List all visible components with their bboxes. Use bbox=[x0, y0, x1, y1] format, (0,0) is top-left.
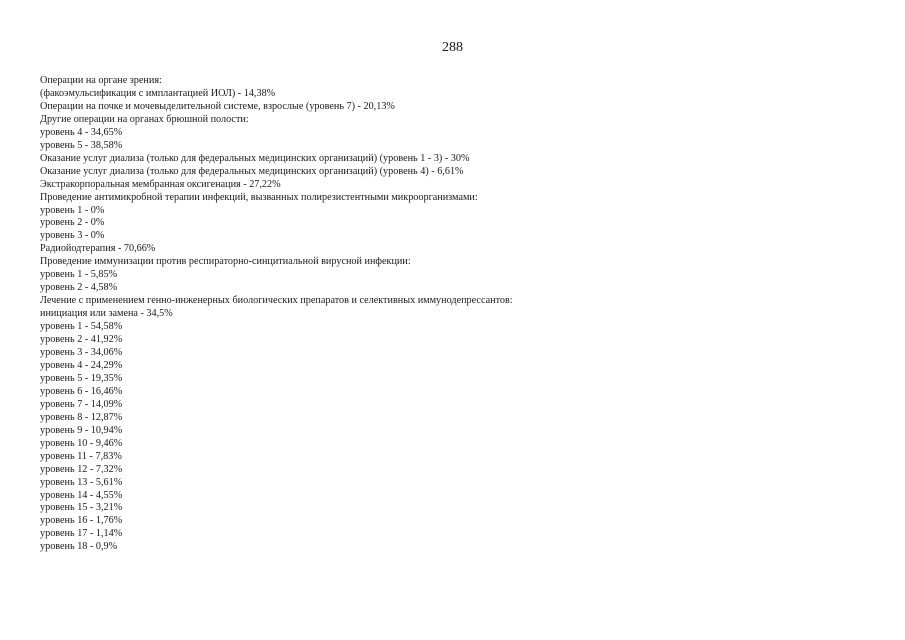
page-number: 288 bbox=[442, 40, 463, 55]
text-line: Экстракорпоральная мембранная оксигенация - 27,22% bbox=[40, 178, 281, 190]
text-line: уровень 7 - 14,09% bbox=[40, 398, 123, 410]
text-line: Проведение антимикробной терапии инфекций, вызванных полирезистентными микроорганизмами: bbox=[40, 191, 478, 203]
text-line: уровень 3 - 34,06% bbox=[40, 347, 123, 359]
text-line: уровень 17 - 1,14% bbox=[40, 528, 123, 540]
text-line: уровень 12 - 7,32% bbox=[40, 463, 123, 475]
text-line: Проведение иммунизации против респираторно-синцитиальной вирусной инфекции: bbox=[40, 256, 411, 268]
text-line: Операции на почке и мочевыделительной системе, взрослые (уровень 7) - 20,13% bbox=[40, 100, 395, 112]
text-line: уровень 1 - 0% bbox=[40, 204, 105, 216]
text-line: уровень 2 - 41,92% bbox=[40, 334, 123, 346]
text-line: уровень 11 - 7,83% bbox=[40, 450, 122, 462]
text-line: Операции на органе зрения: bbox=[40, 75, 162, 86]
text-line: уровень 18 - 0,9% bbox=[40, 541, 118, 553]
text-line: уровень 13 - 5,61% bbox=[40, 476, 123, 488]
text-line: уровень 1 - 5,85% bbox=[40, 269, 118, 281]
text-line: уровень 16 - 1,76% bbox=[40, 515, 123, 527]
text-line: уровень 5 - 19,35% bbox=[40, 372, 123, 384]
text-line: уровень 10 - 9,46% bbox=[40, 437, 123, 449]
text-line: уровень 2 - 0% bbox=[40, 217, 105, 229]
text-line: инициация или замена - 34,5% bbox=[40, 308, 173, 320]
text-line: уровень 8 - 12,87% bbox=[40, 411, 123, 423]
text-line: (факоэмульсификация с имплантацией ИОЛ) - 14,38% bbox=[40, 87, 276, 99]
text-line: Оказание услуг диализа (только для федеральных медицинских организаций) (уровень 1 - 3) - 30% bbox=[40, 152, 470, 164]
text-line: уровень 3 - 0% bbox=[40, 230, 105, 242]
text-line: Лечение с применением генно-инженерных биологических препаратов и селективных иммунодепрессантов: bbox=[40, 295, 513, 307]
text-line: Другие операции на органах брюшной полости: bbox=[40, 113, 249, 125]
document-body bbox=[40, 75, 860, 554]
text-line: уровень 6 - 16,46% bbox=[40, 385, 123, 397]
text-line: уровень 2 - 4,58% bbox=[40, 282, 118, 294]
text-line: Оказание услуг диализа (только для федеральных медицинских организаций) (уровень 4) - 6,61% bbox=[40, 165, 464, 177]
text-line: уровень 5 - 38,58% bbox=[40, 139, 123, 151]
text-line: Радиойодтерапия - 70,66% bbox=[40, 243, 156, 255]
text-line: уровень 15 - 3,21% bbox=[40, 502, 123, 514]
text-line: уровень 9 - 10,94% bbox=[40, 424, 123, 436]
text-line: уровень 1 - 54,58% bbox=[40, 321, 123, 333]
text-line: уровень 4 - 24,29% bbox=[40, 359, 123, 371]
text-line: уровень 14 - 4,55% bbox=[40, 489, 123, 501]
text-line: уровень 4 - 34,65% bbox=[40, 126, 123, 138]
